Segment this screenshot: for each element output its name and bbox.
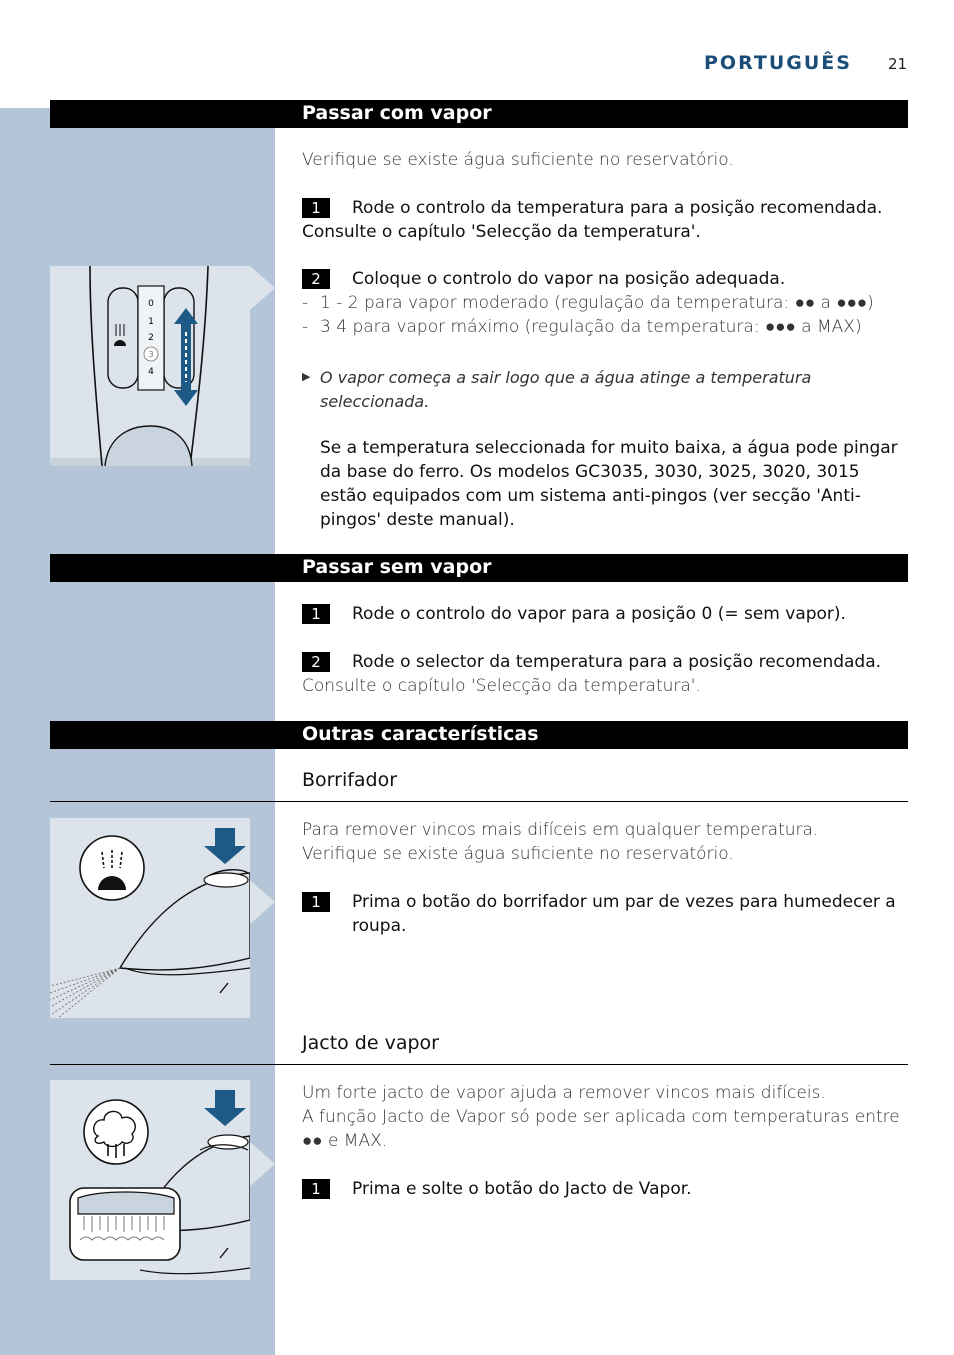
- illustration-notch: [250, 880, 275, 924]
- page-number: 21: [888, 55, 908, 73]
- section-bar-no-steam: [50, 554, 908, 582]
- step-text: Rode o controlo da temperatura para a posição recomendada.: [352, 198, 883, 218]
- step-number: 1: [302, 198, 330, 218]
- nosteam-step-2-continued: Consulte o capítulo 'Selecção da temperatura'.: [302, 676, 701, 696]
- step-text: Prima o botão do borrifador um par de vezes para humedecer a roupa.: [352, 892, 896, 936]
- illustration-notch: [250, 266, 275, 310]
- step-text: Coloque o controlo do vapor na posição adequada.: [352, 269, 786, 289]
- dial-label-1: 1: [148, 317, 154, 327]
- arrow-bullet-icon: ▶: [302, 370, 311, 383]
- dial-label-0: 0: [148, 299, 154, 309]
- section-title: Passar com vapor: [302, 102, 492, 124]
- section-bar-other-features: [50, 721, 908, 749]
- divider: [50, 1064, 908, 1065]
- steam-step-1-continued: Consulte o capítulo 'Selecção da temperatura'.: [302, 222, 701, 242]
- step-text: Rode o controlo do vapor para a posição 0 (= sem vapor).: [352, 604, 846, 624]
- section-bar-steam: [50, 100, 908, 128]
- step-number: 1: [302, 892, 330, 912]
- step-text: Rode o selector da temperatura para a posição recomendada.: [352, 652, 882, 672]
- steam-shot-heading: Jacto de vapor: [302, 1032, 439, 1054]
- steam-shot-line-2: A função Jacto de Vapor só pode ser aplicada com temperaturas entre ●● e MAX.: [302, 1107, 900, 1151]
- steam-intro: Verifique se existe água suficiente no reservatório.: [302, 150, 734, 170]
- steam-note: Se a temperatura seleccionada for muito baixa, a água pode pingar da base do ferro. Os modelos GC3035, 3030, 3025, 3020, 3015 estão equipados com um sistema anti-pingos (ver secção 'Anti-pingos' deste manual).: [320, 438, 898, 530]
- spray-line-2: Verifique se existe água suficiente no reservatório.: [302, 844, 734, 864]
- section-title: Outras características: [302, 723, 539, 745]
- step-number: 2: [302, 652, 330, 672]
- steam-shot-line-1: Um forte jacto de vapor ajuda a remover vincos mais difíceis.: [302, 1083, 826, 1103]
- section-title: Passar sem vapor: [302, 556, 492, 578]
- steam-shot-illustration: [50, 1080, 250, 1280]
- steam-control-illustration: [50, 266, 250, 466]
- dial-label-4: 4: [148, 367, 154, 377]
- step-number: 1: [302, 604, 330, 624]
- spray-heading: Borrifador: [302, 769, 398, 791]
- dial-label-3: 3: [148, 350, 154, 359]
- spray-line-1: Para remover vincos mais difíceis em qualquer temperatura.: [302, 820, 819, 840]
- divider: [50, 801, 908, 802]
- dial-label-2: 2: [148, 333, 154, 343]
- illustration-notch: [250, 1142, 275, 1186]
- step-text: Prima e solte o botão do Jacto de Vapor.: [352, 1179, 692, 1199]
- step-number: 2: [302, 269, 330, 289]
- language-header: PORTUGUÊS: [704, 52, 852, 74]
- spray-illustration: [50, 818, 250, 1018]
- step-number: 1: [302, 1179, 330, 1199]
